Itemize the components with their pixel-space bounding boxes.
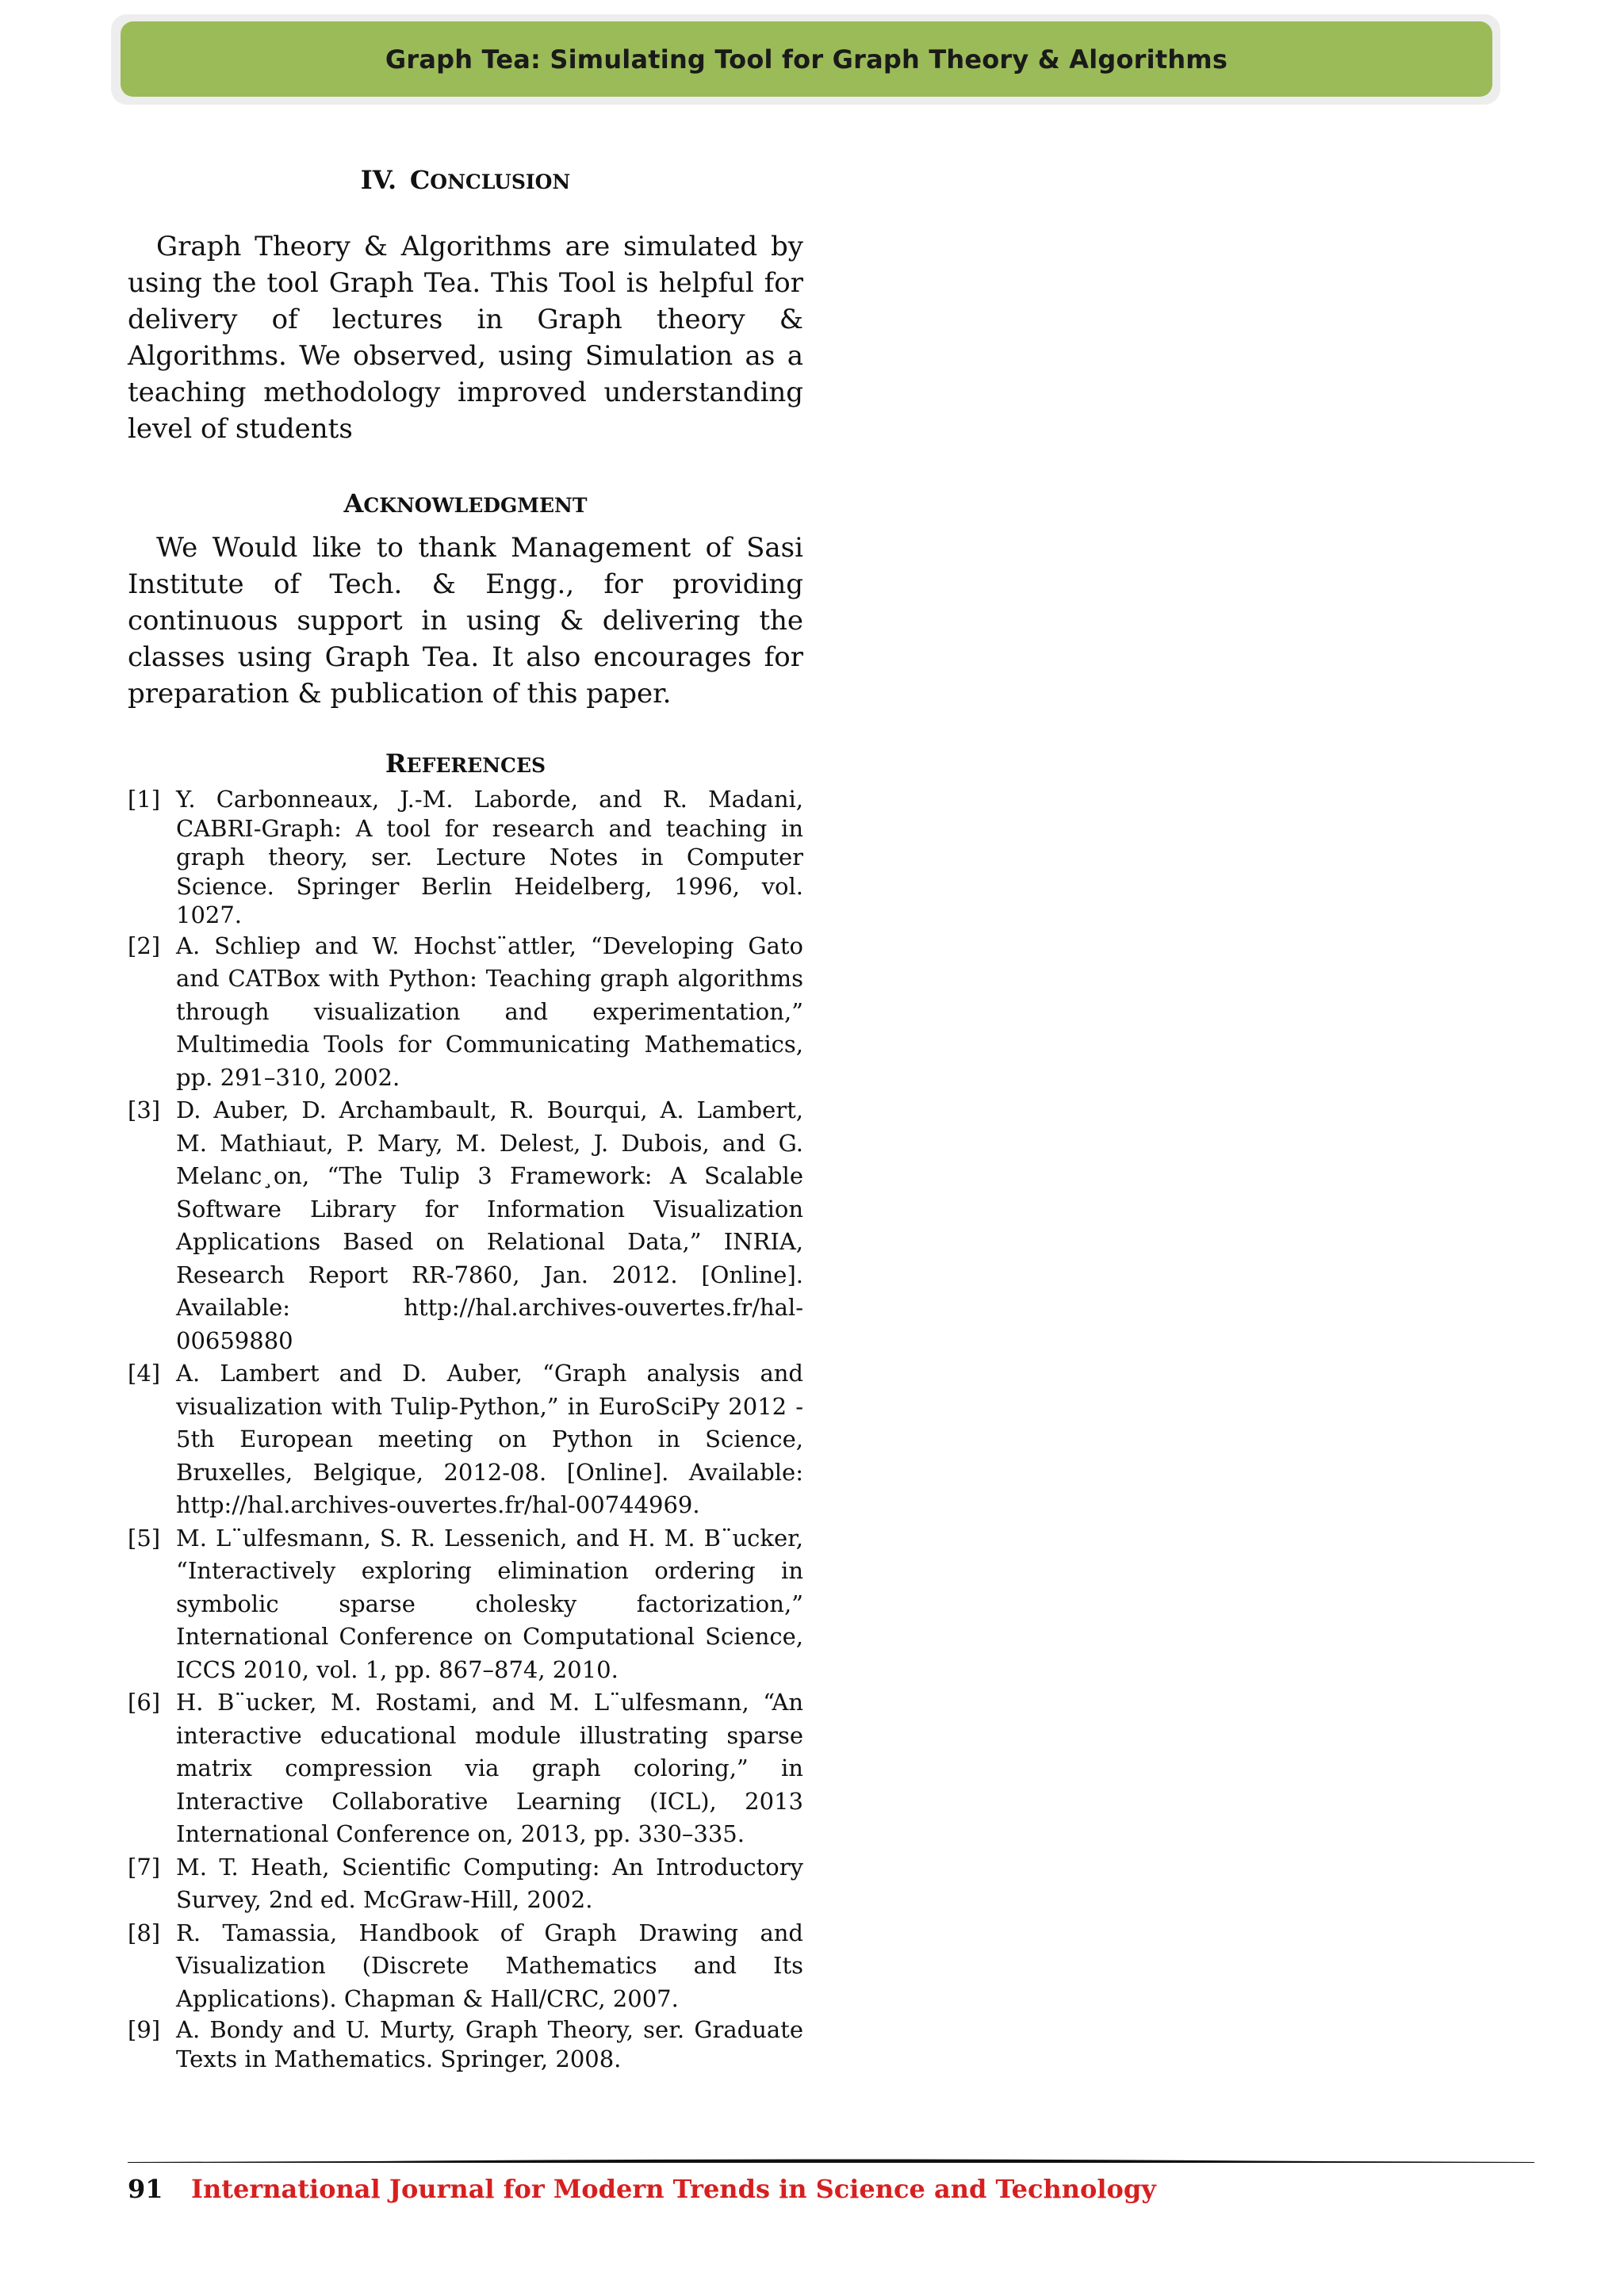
- conclusion-heading: IV. CONCLUSION: [360, 165, 571, 195]
- reference-text: A. Lambert and D. Auber, “Graph analysis and visualization with Tulip-Python,” in EuroSciPy 2012 - 5th European meeting on Python in Science, Bruxelles, Belgique, 2012-08. [Online]. Available: http://hal.archives-ouvertes.fr/hal-00744969.: [176, 1360, 803, 1518]
- reference-number: [1]: [128, 786, 161, 813]
- reference-text: D. Auber, D. Archambault, R. Bourqui, A. Lambert, M. Mathiaut, P. Mary, M. Delest, J. Dubois, and G. Melanc¸on, “The Tulip 3 Framework: A Scalable Software Library for Information Visualization Applications Based on Relational Data,” INRIA, Research Report RR-7860, Jan. 2012. [Online]. Available: http://hal.archives-ouvertes.fr/hal-00659880: [176, 1096, 803, 1354]
- reference-item: [128, 785, 803, 930]
- conclusion-paragraph: Graph Theory & Algorithms are simulated by using the tool Graph Tea. This Tool is helpful for delivery of lectures in Graph theory & Algorithms. We observed, using Simulation as a teaching methodology improved understanding level of students: [128, 231, 803, 445]
- reference-item: [128, 2015, 803, 2073]
- reference-number: [6]: [128, 1689, 161, 1716]
- reference-number: [8]: [128, 1919, 161, 1946]
- reference-list: [128, 785, 803, 2073]
- reference-item: [128, 1851, 803, 1917]
- reference-item: [128, 930, 803, 1095]
- journal-name: International Journal for Modern Trends in Science and Technology: [191, 2174, 1156, 2204]
- reference-number: [2]: [128, 932, 161, 959]
- reference-item: [128, 1917, 803, 2016]
- left-column: [128, 165, 803, 2073]
- references-heading: REFERENCES: [385, 748, 546, 779]
- reference-number: [7]: [128, 1853, 161, 1881]
- reference-item: [128, 1686, 803, 1851]
- reference-text: M. L¨ulfesmann, S. R. Lessenich, and H. M. B¨ucker, “Interactively exploring elimination ordering in symbolic sparse cholesky factorization,” International Conference on Computational Science, ICCS 2010, vol. 1, pp. 867–874, 2010.: [176, 1524, 803, 1683]
- reference-text: A. Schliep and W. Hochst¨attler, “Developing Gato and CATBox with Python: Teaching graph algorithms through visualization and experimentation,” Multimedia Tools for Communicating Mathematics, pp. 291–310, 2002.: [176, 932, 803, 1091]
- acknowledgment-heading: ACKNOWLEDGMENT: [343, 488, 588, 519]
- reference-number: [4]: [128, 1360, 161, 1387]
- reference-number: [3]: [128, 1096, 161, 1123]
- reference-text: M. T. Heath, Scientific Computing: An Introductory Survey, 2nd ed. McGraw-Hill, 2002.: [176, 1853, 803, 1913]
- reference-text: R. Tamassia, Handbook of Graph Drawing and Visualization (Discrete Mathematics and Its Applications). Chapman & Hall/CRC, 2007.: [176, 1919, 803, 2012]
- reference-item: [128, 1094, 803, 1357]
- running-header: [121, 21, 1492, 97]
- reference-text: H. B¨ucker, M. Rostami, and M. L¨ulfesmann, “An interactive educational module illustrating sparse matrix compression via graph coloring,” in Interactive Collaborative Learning (ICL), 2013 International Conference on, 2013, pp. 330–335.: [176, 1689, 803, 1847]
- acknowledgment-paragraph: We Would like to thank Management of Sasi Institute of Tech. & Engg., for providing continuous support in using & delivering the classes using Graph Tea. It also encourages for preparation & publication of this paper.: [128, 532, 803, 710]
- reference-text: A. Bondy and U. Murty, Graph Theory, ser. Graduate Texts in Mathematics. Springer, 2008.: [176, 2016, 803, 2072]
- running-header-title: Graph Tea: Simulating Tool for Graph Theory & Algorithms: [385, 44, 1228, 75]
- footer-rule: [128, 2158, 1534, 2163]
- reference-item: [128, 1357, 803, 1522]
- reference-number: [9]: [128, 2016, 161, 2043]
- reference-item: [128, 1522, 803, 1687]
- reference-text: Y. Carbonneaux, J.-M. Laborde, and R. Madani, CABRI-Graph: A tool for research and teaching in graph theory, ser. Lecture Notes in Computer Science. Springer Berlin Heidelberg, 1996, vol. 1027.: [176, 786, 803, 928]
- section-number: IV.: [360, 165, 397, 195]
- reference-number: [5]: [128, 1524, 161, 1552]
- page-footer: [128, 2174, 1156, 2204]
- page-number: 91: [128, 2174, 163, 2204]
